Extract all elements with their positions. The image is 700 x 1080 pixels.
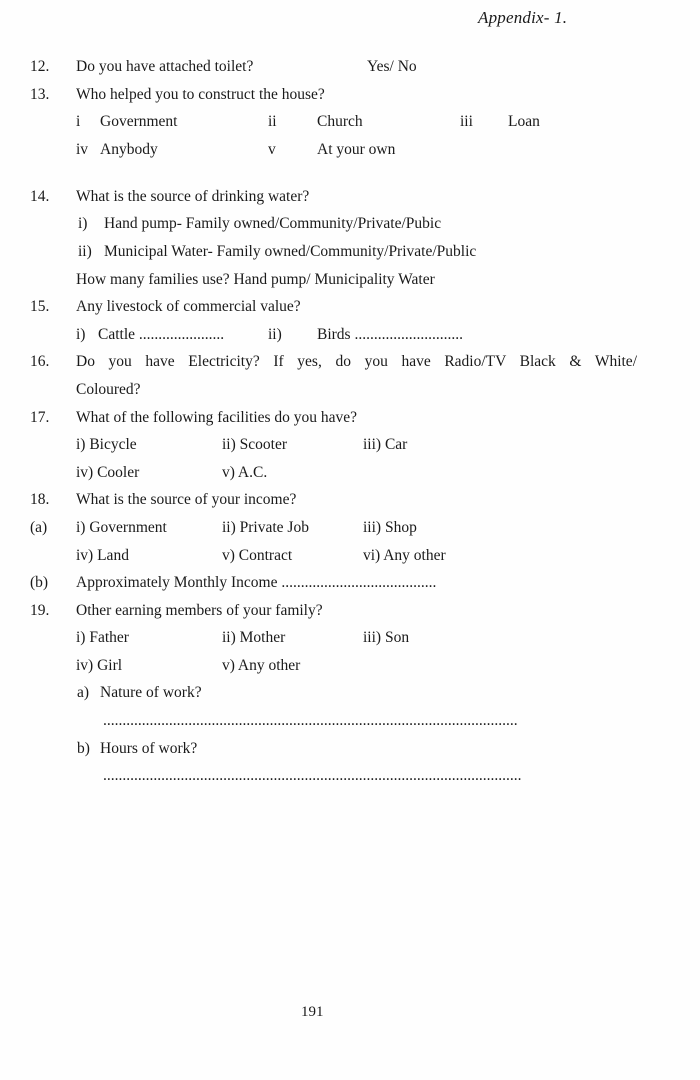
option-cell-2: ii) Scooter <box>222 436 287 454</box>
option-numeral: ii) <box>268 325 282 343</box>
option-cell-1: i) Father <box>76 629 129 647</box>
line-text: Other earning members of your family? <box>76 601 323 619</box>
option-cell-1: iv) Land <box>76 546 129 564</box>
option-label: Government <box>100 113 178 131</box>
line-text: Who helped you to construct the house? <box>76 85 325 103</box>
q13-options-row-2 <box>0 140 700 160</box>
item-number: 17. <box>30 408 50 426</box>
line-text: ........................................................................................................... <box>103 712 518 730</box>
line-text: Coloured? <box>76 380 141 398</box>
option-cell-1 <box>76 325 268 345</box>
q14-option-i <box>0 214 700 234</box>
item-number: 15. <box>30 298 50 316</box>
line-text: Do you have attached toilet? <box>76 58 254 75</box>
line-content <box>76 683 638 703</box>
line-content <box>76 242 639 262</box>
line-text: What of the following facilities do you have? <box>76 408 358 426</box>
option-label: Church <box>317 113 363 131</box>
line-content <box>76 325 637 345</box>
line-content <box>76 270 637 290</box>
line-text: Approximately Monthly Income ........................................ <box>76 574 437 592</box>
q19-options-row-2 <box>0 656 700 676</box>
answer-choice-text: Yes/ No <box>367 58 417 75</box>
line-content <box>76 435 637 455</box>
option-cell-1: iv) Cooler <box>76 463 140 481</box>
option-cell-1 <box>76 112 268 132</box>
option-cell-2: v) Contract <box>222 546 293 564</box>
option-cell-2: v) Any other <box>222 656 301 674</box>
item-number: 13. <box>30 85 50 103</box>
q19-sub-a-answer-line <box>0 711 700 731</box>
option-label: Birds ............................ <box>317 325 463 343</box>
line-content <box>76 628 637 648</box>
line-content <box>76 601 637 621</box>
option-cell-3: vi) Any other <box>363 546 446 564</box>
q19-options-row-1 <box>0 628 700 648</box>
q15-options-row <box>0 325 700 345</box>
line-content <box>76 766 664 786</box>
line-text: What is the source of drinking water? <box>76 187 310 205</box>
option-cell-1: i) Bicycle <box>76 436 137 454</box>
q18a-options-row-1 <box>0 518 700 538</box>
option-numeral: ii <box>268 113 277 131</box>
item-number: 19. <box>30 601 50 619</box>
item-number: 16. <box>30 353 50 371</box>
line-text: What is the source of your income? <box>76 491 297 509</box>
sub-item-text: Hours of work? <box>100 739 198 757</box>
line-content <box>76 112 637 132</box>
line-content <box>76 214 639 234</box>
line-content <box>76 408 637 428</box>
item-number: 14. <box>30 187 50 205</box>
line-content <box>76 656 637 676</box>
line-content <box>76 463 637 483</box>
question-16-line-2 <box>0 380 700 400</box>
option-label: Anybody <box>100 140 158 158</box>
line-content <box>76 573 637 593</box>
option-numeral: iv <box>76 140 89 158</box>
option-numeral: v <box>268 140 276 158</box>
q14-followup <box>0 270 700 290</box>
option-cell-2 <box>268 112 460 132</box>
sub-item-text: Nature of work? <box>100 684 202 702</box>
question-15 <box>0 297 700 317</box>
line-content <box>76 85 637 105</box>
question-18 <box>0 490 700 510</box>
sub-item-numeral: ii) <box>78 242 92 260</box>
line-content <box>76 297 637 317</box>
line-content <box>76 711 664 731</box>
q18a-options-row-2 <box>0 546 700 566</box>
option-cell-1 <box>76 140 268 160</box>
line-content <box>76 352 637 372</box>
q13-options-row-1 <box>0 112 700 132</box>
option-cell-2: ii) Mother <box>222 629 286 647</box>
option-cell-2 <box>268 325 463 345</box>
option-numeral: iii <box>460 113 473 131</box>
option-cell-3: iii) Son <box>363 629 410 647</box>
sub-item-text: Municipal Water- Family owned/Community/Private/Public <box>104 242 477 260</box>
option-cell-1: i) Government <box>76 518 167 536</box>
option-numeral: i <box>76 113 81 131</box>
question-12 <box>0 57 700 77</box>
q17-options-row-1 <box>0 435 700 455</box>
line-content <box>76 140 637 160</box>
option-numeral: i) <box>76 325 86 343</box>
item-number: 12. <box>30 58 50 75</box>
item-number: (a) <box>30 518 48 536</box>
q19-sub-b <box>0 739 700 759</box>
q17-options-row-2 <box>0 463 700 483</box>
line-text: Any livestock of commercial value? <box>76 298 301 316</box>
question-17 <box>0 408 700 428</box>
line-content <box>76 187 637 207</box>
line-text: How many families use? Hand pump/ Municipality Water <box>76 270 435 288</box>
line-content <box>76 546 637 566</box>
line-content <box>76 57 637 77</box>
option-cell-2: ii) Private Job <box>222 518 309 536</box>
option-cell-1: iv) Girl <box>76 656 123 674</box>
q19-sub-b-answer-line <box>0 766 700 786</box>
appendix-label: Appendix- 1. <box>478 8 568 27</box>
line-content <box>76 739 638 759</box>
line-content <box>76 490 637 510</box>
line-text: Do you have Electricity? If yes, do you have Radio/TV Black & White/ <box>76 353 637 371</box>
option-cell-3: iii) Car <box>363 436 408 454</box>
sub-item-text: Hand pump- Family owned/Community/Private/Pubic <box>104 215 442 233</box>
option-cell-2 <box>268 140 460 160</box>
line-content <box>76 518 637 538</box>
question-13 <box>0 85 700 105</box>
line-content <box>76 380 637 400</box>
item-number: (b) <box>30 574 49 592</box>
questionnaire <box>0 57 700 794</box>
option-label: Cattle ...................... <box>98 325 225 343</box>
sub-item-numeral: b) <box>77 739 90 757</box>
question-14 <box>0 187 700 207</box>
option-cell-3 <box>460 112 637 132</box>
line-text: ............................................................................................................ <box>103 767 522 785</box>
page-number: 191 <box>301 1004 324 1020</box>
option-label: At your own <box>317 140 396 158</box>
q14-option-ii <box>0 242 700 262</box>
sub-item-numeral: i) <box>78 215 88 233</box>
question-16-line-1 <box>0 352 700 372</box>
item-number: 18. <box>30 491 50 509</box>
sub-item-numeral: a) <box>77 684 90 702</box>
option-cell-2: v) A.C. <box>222 463 268 481</box>
q19-sub-a <box>0 683 700 703</box>
option-cell-3: iii) Shop <box>363 518 417 536</box>
option-label: Loan <box>508 113 540 131</box>
question-19 <box>0 601 700 621</box>
question-18b <box>0 573 700 593</box>
